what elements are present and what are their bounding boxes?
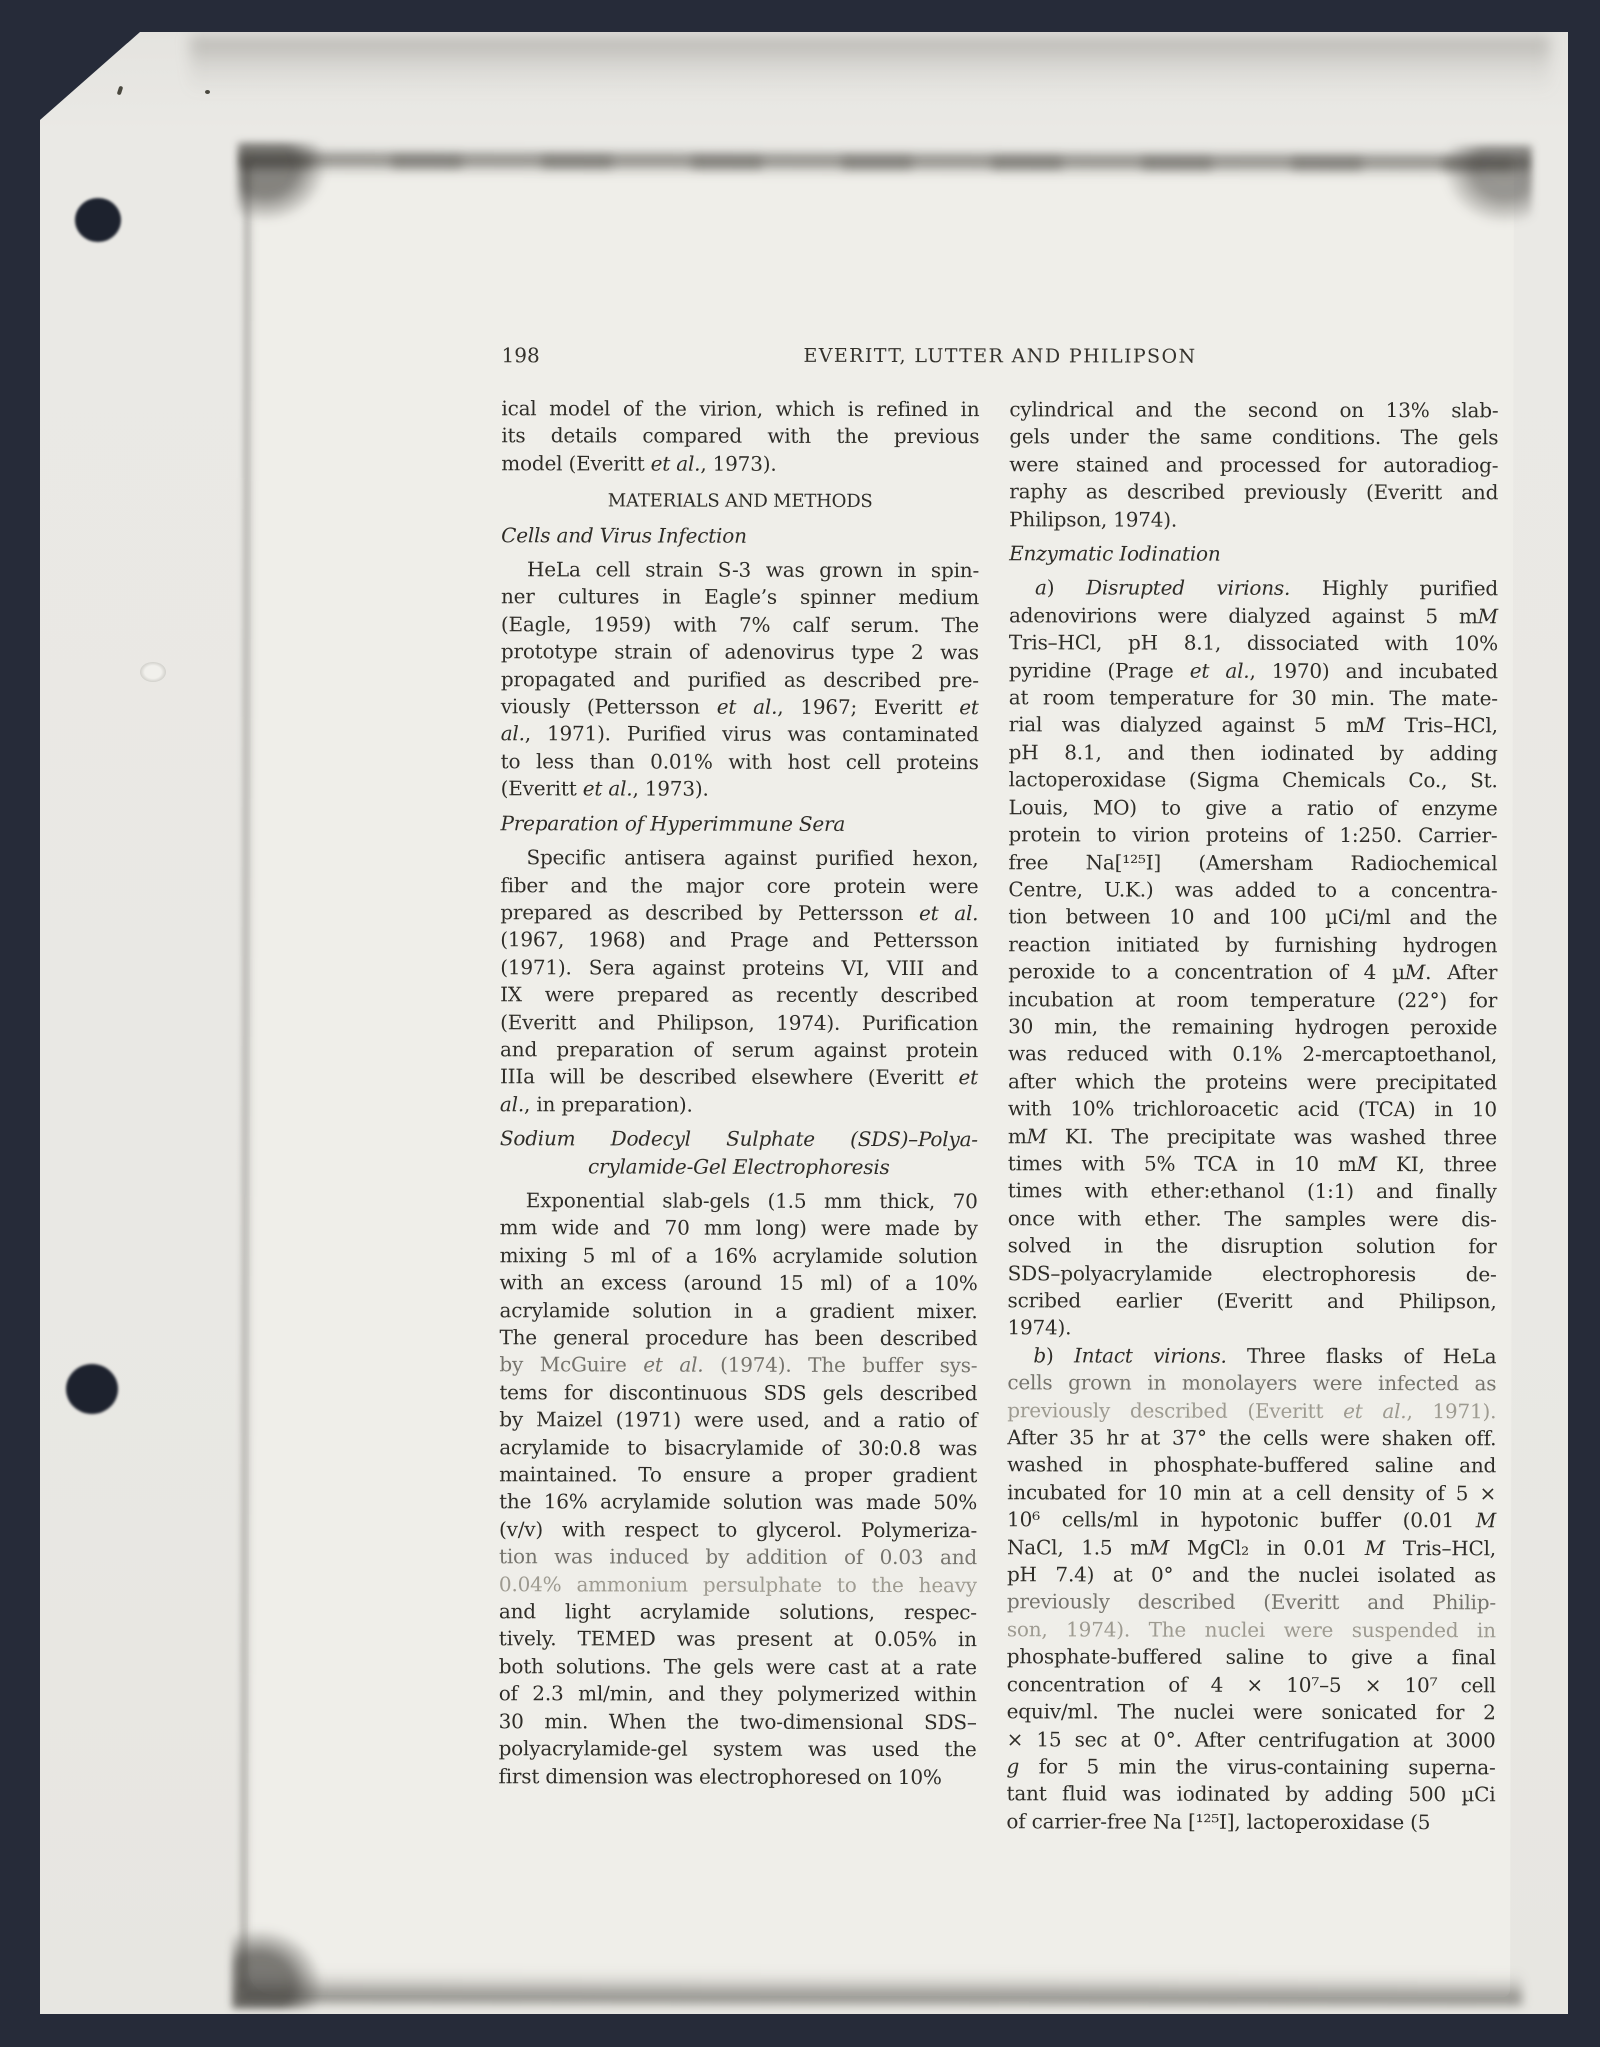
text-line: 0.04% ammonium persulphate to the heavy [498, 1571, 977, 1597]
right-column [1006, 396, 1498, 1836]
text-line: polyacrylamide-gel system was used the [498, 1736, 977, 1762]
text-line: (Everitt and Philipson, 1974). Purification [500, 1009, 979, 1035]
scan-smudge [190, 36, 1550, 94]
photocopy-corner-shadow [232, 1929, 322, 2009]
text-line: (1971). Sera against proteins VI, VIII and [500, 954, 979, 980]
disrupted-virions-paragraph [1007, 575, 1498, 1343]
text-line: protein to virion proteins of 1:250. Carrier- [1008, 822, 1498, 848]
punch-hole-bottom [66, 1364, 118, 1414]
text-line: lactoperoxidase (Sigma Chemicals Co., St. [1008, 767, 1498, 793]
text-line: with 10% trichloroacetic acid (TCA) in 10 [1007, 1096, 1497, 1122]
text-line: pyridine (Prage et al., 1970) and incubated [1008, 657, 1498, 683]
text-line: pH 7.4) at 0° and the nuclei isolated as [1006, 1562, 1496, 1588]
running-head: EVERITT, LUTTER AND PHILIPSON [803, 344, 1197, 368]
text-line: mixing 5 ml of a 16% acrylamide solution [499, 1242, 978, 1268]
text-line: 30 min. When the two-dimensional SDS– [498, 1708, 977, 1734]
text-line: maintained. To ensure a proper gradient [499, 1462, 978, 1488]
text-line: Louis, MO) to give a ratio of enzyme [1008, 794, 1498, 820]
text-line: free Na[¹²⁵I] (Amersham Radiochemical [1008, 849, 1498, 875]
paper-blemish [140, 662, 166, 682]
text-line: times with 5% TCA in 10 mM KI, three [1007, 1151, 1497, 1177]
text-line: Sodium Dodecyl Sulphate (SDS)–Polya- [499, 1126, 978, 1152]
text-line: Enzymatic Iodination [1009, 541, 1221, 566]
text-line: fiber and the major core protein were [500, 872, 979, 898]
text-line: 30 min, the remaining hydrogen peroxide [1008, 1014, 1498, 1040]
text-line: prepared as described by Pettersson et al. [500, 900, 979, 926]
text-line: once with ether. The samples were dis- [1007, 1206, 1497, 1232]
text-line: after which the proteins were precipitated [1007, 1069, 1498, 1095]
cells-paragraph [501, 556, 980, 804]
text-line: incubated for 10 min at a cell density of 5 × [1007, 1480, 1497, 1506]
text-line: Preparation of Hyperimmune Sera [500, 810, 846, 836]
text-line: prototype strain of adenovirus type 2 was [500, 639, 979, 665]
text-line: Philipson, 1974). [1009, 506, 1178, 532]
text-line: tion between 10 and 100 µCi/ml and the [1008, 904, 1498, 930]
text-line: of 2.3 ml/min, and they polymerized within [498, 1681, 977, 1707]
ink-mark [205, 90, 210, 94]
gel-continuation [1009, 396, 1498, 534]
text-line: scribed earlier (Everitt and Philipson, [1007, 1288, 1497, 1314]
text-line: al., in preparation). [499, 1091, 693, 1117]
text-line: (Everitt et al., 1973). [500, 776, 709, 801]
text-line: to less than 0.01% with host cell proteins [500, 749, 979, 775]
text-line: (1967, 1968) and Prage and Pettersson [500, 927, 979, 953]
text-line: ical model of the virion, which is refined in [501, 396, 980, 422]
text-line: acrylamide solution in a gradient mixer. [499, 1297, 978, 1323]
text-line: gels under the same conditions. The gels [1009, 424, 1499, 450]
text-line: reaction initiated by furnishing hydrogen [1008, 931, 1498, 958]
text-line: IIIa will be described elsewhere (Everitt et [499, 1064, 979, 1090]
sds-page-heading [500, 1125, 978, 1181]
hyperimmune-sera-heading [501, 810, 979, 838]
text-line: peroxide to a concentration of 4 µM. After [1008, 959, 1498, 985]
text-line: propagated and purified as described pre- [500, 666, 979, 692]
text-line: by McGuire et al. (1974). The buffer sys- [499, 1352, 978, 1378]
text-line: were stained and processed for autoradiog- [1009, 452, 1499, 478]
text-line: Cells and Virus Infection [501, 522, 747, 548]
punch-hole-top [75, 198, 121, 242]
text-line: previously described (Everitt et al., 1971). [1007, 1397, 1497, 1423]
text-line: cells grown in monolayers were infected as [1007, 1370, 1497, 1396]
text-line: SDS–polyacrylamide electrophoresis de- [1007, 1260, 1497, 1286]
text-line: and preparation of serum against protein [500, 1037, 979, 1063]
text-line: (v/v) with respect to glycerol. Polymeriza- [499, 1517, 978, 1543]
text-line: 10⁶ cells/ml in hypotonic buffer (0.01 M [1007, 1507, 1497, 1533]
text-line: ner cultures in Eagle’s spinner medium [500, 584, 980, 610]
text-line: model (Everitt et al., 1973). [501, 451, 777, 476]
cells-and-virus-infection-heading [501, 522, 979, 550]
text-line: Exponential slab-gels (1.5 mm thick, 70 [525, 1188, 978, 1214]
intact-virions-paragraph [1006, 1342, 1496, 1836]
text-line: first dimension was electrophoresed on 10% [498, 1763, 942, 1789]
text-line: 1974). [1007, 1315, 1072, 1340]
text-line: was reduced with 0.1% 2-mercaptoethanol, [1008, 1041, 1498, 1067]
text-line: adenovirions were dialyzed against 5 mM [1008, 603, 1498, 629]
text-line: (Eagle, 1959) with 7% calf serum. The [500, 612, 979, 638]
text-line: HeLa cell strain S-3 was grown in spin- [527, 557, 980, 583]
page-number: 198 [501, 343, 540, 368]
text-line: solved in the disruption solution for [1007, 1233, 1497, 1259]
photocopy-corner-shadow [238, 143, 328, 223]
photocopy-corner-shadow [1442, 145, 1532, 225]
left-column [499, 395, 980, 1791]
text-line: concentration of 4 × 10⁷–5 × 10⁷ cell [1006, 1671, 1496, 1697]
text-line: by Maizel (1971) were used, and a ratio of [499, 1407, 978, 1433]
text-line: with an excess (around 15 ml) of a 10% [499, 1270, 978, 1296]
text-line: tion was induced by addition of 0.03 and [498, 1544, 978, 1570]
text-line: rial was dialyzed against 5 mM Tris–HCl, [1008, 712, 1498, 738]
text-line: phosphate-buffered saline to give a final [1006, 1644, 1496, 1670]
text-line: washed in phosphate-buffered saline and [1007, 1452, 1497, 1478]
text-line: al., 1971). Purified virus was contaminated [500, 721, 979, 747]
text-line: MATERIALS AND METHODS [607, 490, 873, 513]
text-line: pH 8.1, and then iodinated by adding [1008, 740, 1498, 766]
text-line: cylindrical and the second on 13% slab- [1009, 397, 1499, 423]
intro-continuation [501, 395, 979, 478]
text-line: tant fluid was iodinated by adding 500 µCi [1006, 1781, 1496, 1807]
text-line: viously (Pettersson et al., 1967; Everitt et [500, 694, 979, 720]
text-line: × 15 sec at 0°. After centrifugation at 3000 [1006, 1726, 1496, 1752]
text-line: IX were prepared as recently described [500, 982, 979, 1008]
text-line: b) Intact virions. Three flasks of HeLa [1033, 1343, 1497, 1369]
text-line: Centre, U.K.) was added to a concentra- [1008, 877, 1498, 903]
text-line: tively. TEMED was present at 0.05% in [498, 1626, 977, 1652]
journal-page [248, 157, 1514, 1998]
text-line: acrylamide to bisacrylamide of 30:0.8 was [499, 1434, 978, 1460]
photocopy-edge-bottom [238, 1969, 1522, 2006]
text-line: After 35 hr at 37° the cells were shaken off. [1007, 1425, 1497, 1451]
text-line: equiv/ml. The nuclei were sonicated for 2 [1006, 1699, 1496, 1725]
text-line: The general procedure has been described [499, 1325, 978, 1351]
text-line: times with ether:ethanol (1:1) and finally [1007, 1178, 1497, 1204]
enzymatic-iodination-heading [1009, 540, 1498, 568]
text-line: the 16% acrylamide solution was made 50% [499, 1489, 978, 1515]
text-line: crylamide-Gel Electrophoresis [587, 1153, 890, 1179]
text-line: raphy as described previously (Everitt and [1009, 479, 1499, 505]
text-line: its details compared with the previous [501, 423, 980, 449]
text-line: at room temperature for 30 min. The mate- [1008, 685, 1498, 711]
text-line: tems for discontinuous SDS gels described [499, 1380, 978, 1406]
text-line: Tris–HCl, pH 8.1, dissociated with 10% [1008, 630, 1498, 656]
materials-and-methods-heading [501, 487, 979, 515]
text-line: previously described (Everitt and Philip- [1006, 1589, 1496, 1615]
photocopy-edge-top-streaks [242, 155, 1526, 172]
text-line: a) Disrupted virions. Highly purified [1034, 575, 1499, 601]
text-line: Specific antisera against purified hexon, [526, 845, 979, 871]
text-line: and light acrylamide solutions, respec- [498, 1599, 977, 1625]
text-line: son, 1974). The nuclei were suspended in [1006, 1617, 1496, 1643]
gel-paragraph [499, 1187, 978, 1791]
text-line: of carrier-free Na [¹²⁵I], lactoperoxidase (5 [1006, 1808, 1431, 1834]
text-line: g for 5 min the virus-containing superna- [1006, 1754, 1496, 1780]
text-line: mm wide and 70 mm long) were made by [499, 1215, 978, 1241]
text-line: incubation at room temperature (22°) for [1008, 986, 1498, 1012]
photocopy-edge-left [240, 163, 256, 1989]
text-line: mM KI. The precipitate was washed three [1007, 1123, 1497, 1149]
sera-paragraph [500, 844, 979, 1119]
text-line: NaCl, 1.5 mM MgCl₂ in 0.01 M Tris–HCl, [1006, 1534, 1497, 1560]
text-line: both solutions. The gels were cast at a rate [498, 1654, 977, 1680]
